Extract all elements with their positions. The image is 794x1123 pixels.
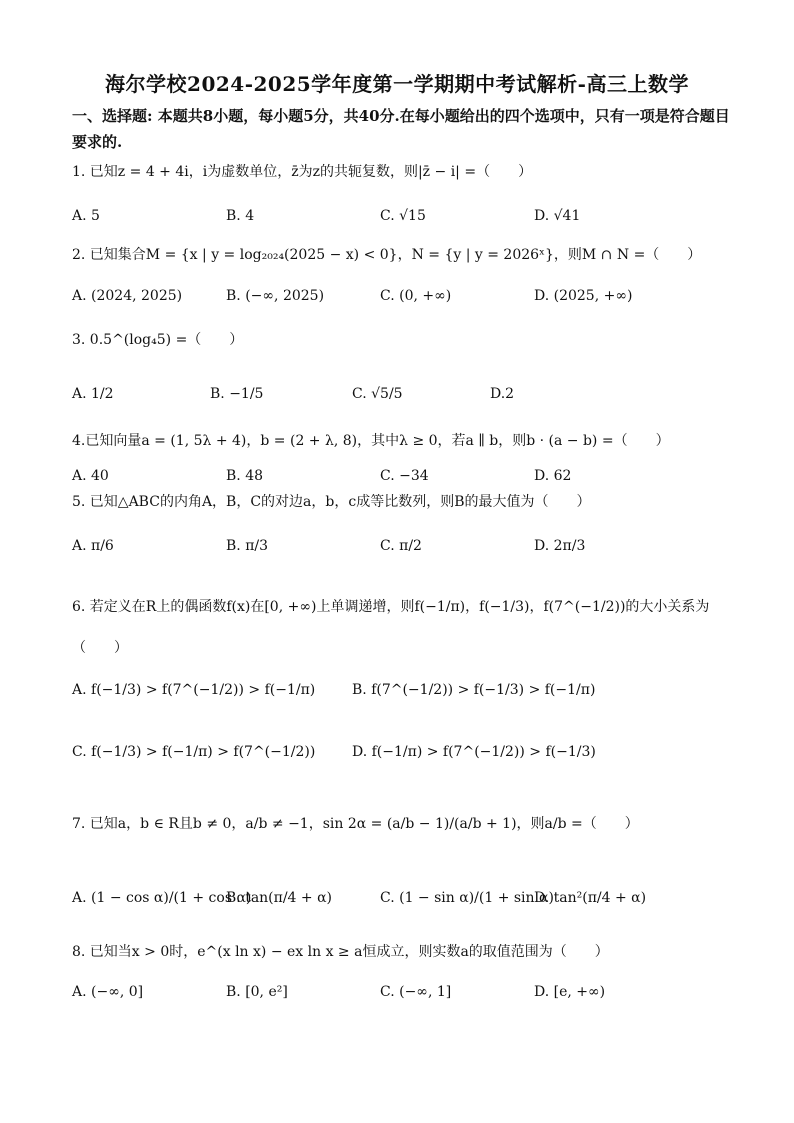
option-a: A. (1 − cos α)/(1 + cos α) xyxy=(72,890,252,906)
option-c: C. f(−1/3) > f(−1/π) > f(7^(−1/2)) xyxy=(72,744,316,760)
option-a: A. 40 xyxy=(72,468,109,484)
option-d: D. (2025, +∞) xyxy=(534,288,633,304)
question-7-stem: 7. 已知a，b ∈ R且b ≠ 0，a/b ≠ −1，sin 2α = (a/b − 1)/(a/b + 1)，则a/b =（ ） xyxy=(72,816,639,832)
option-a: A. (2024, 2025) xyxy=(72,288,183,304)
option-b: B. −1/5 xyxy=(210,386,264,402)
question-8-options xyxy=(72,970,732,1014)
option-c: C. (1 − sin α)/(1 + sin α) xyxy=(380,890,554,906)
option-b: B. (−∞, 2025) xyxy=(226,288,325,304)
page-title: 海尔学校2024-2025学年度第一学期期中考试解析-高三上数学 xyxy=(105,72,689,96)
option-b: B. 4 xyxy=(226,208,255,224)
option-a: A. π/6 xyxy=(72,538,114,554)
question-2-options xyxy=(72,274,732,318)
option-b: B. π/3 xyxy=(226,538,269,554)
question-5-options xyxy=(72,524,732,568)
section-header: 一、选择题: 本题共8小题，每小题5分，共40分.在每小题给出的四个选项中，只有一项是符合题目要求的. xyxy=(72,107,730,151)
question-6-stem-cont: （ ） xyxy=(72,640,128,656)
question-3-stem: 3. 0.5^(log₄5) =（ ） xyxy=(72,332,244,348)
option-b: B. [0, e²] xyxy=(226,984,288,1000)
option-a: A. f(−1/3) > f(7^(−1/2)) > f(−1/π) xyxy=(72,682,316,698)
option-a: A. 5 xyxy=(72,208,100,224)
option-c: C. (0, +∞) xyxy=(380,288,452,304)
option-c: C. √15 xyxy=(380,208,426,224)
option-d: D.2 xyxy=(490,386,515,402)
question-7-options xyxy=(72,876,732,920)
option-d: D. √41 xyxy=(534,208,581,224)
question-3-options xyxy=(72,372,732,416)
option-a: A. 1/2 xyxy=(72,386,114,402)
question-2-stem: 2. 已知集合M = {x | y = log₂₀₂₄(2025 − x) < 0}，N = {y | y = 2026ˣ}，则M ∩ N =（ ） xyxy=(72,247,702,263)
option-d: D. 62 xyxy=(534,468,572,484)
question-6-stem: 6. 若定义在R上的偶函数f(x)在[0, +∞)上单调递增，则f(−1/π)，f(−1/3)，f(7^(−1/2))的大小关系为 xyxy=(72,599,710,615)
option-d: D. 2π/3 xyxy=(534,538,586,554)
question-6-options-row1 xyxy=(72,668,732,712)
option-d: D. f(−1/π) > f(7^(−1/2)) > f(−1/3) xyxy=(352,744,596,760)
option-b: B. tan(π/4 + α) xyxy=(226,890,333,906)
option-d: D. tan²(π/4 + α) xyxy=(534,890,647,906)
option-c: C. −34 xyxy=(380,468,429,484)
question-5-stem: 5. 已知△ABC的内角A，B，C的对边a，b，c成等比数列，则B的最大值为（ ） xyxy=(72,494,591,510)
option-c: C. (−∞, 1] xyxy=(380,984,452,1000)
question-1-stem: 1. 已知z = 4 + 4i，i为虚数单位，z̄为z的共轭复数，则|z̄ − i| =（ ） xyxy=(72,164,533,180)
question-1-options xyxy=(72,194,732,238)
option-b: B. 48 xyxy=(226,468,264,484)
option-d: D. [e, +∞) xyxy=(534,984,606,1000)
option-c: C. π/2 xyxy=(380,538,422,554)
question-8-stem: 8. 已知当x > 0时，e^(x ln x) − ex ln x ≥ a恒成立，则实数a的取值范围为（ ） xyxy=(72,944,609,960)
option-b: B. f(7^(−1/2)) > f(−1/3) > f(−1/π) xyxy=(352,682,596,698)
option-c: C. √5/5 xyxy=(352,386,403,402)
question-4-stem: 4.已知向量a = (1, 5λ + 4)，b = (2 + λ, 8)，其中λ ≥ 0，若a ∥ b，则b · (a − b) =（ ） xyxy=(72,433,670,449)
question-6-options-row2 xyxy=(72,730,732,774)
option-a: A. (−∞, 0] xyxy=(72,984,144,1000)
